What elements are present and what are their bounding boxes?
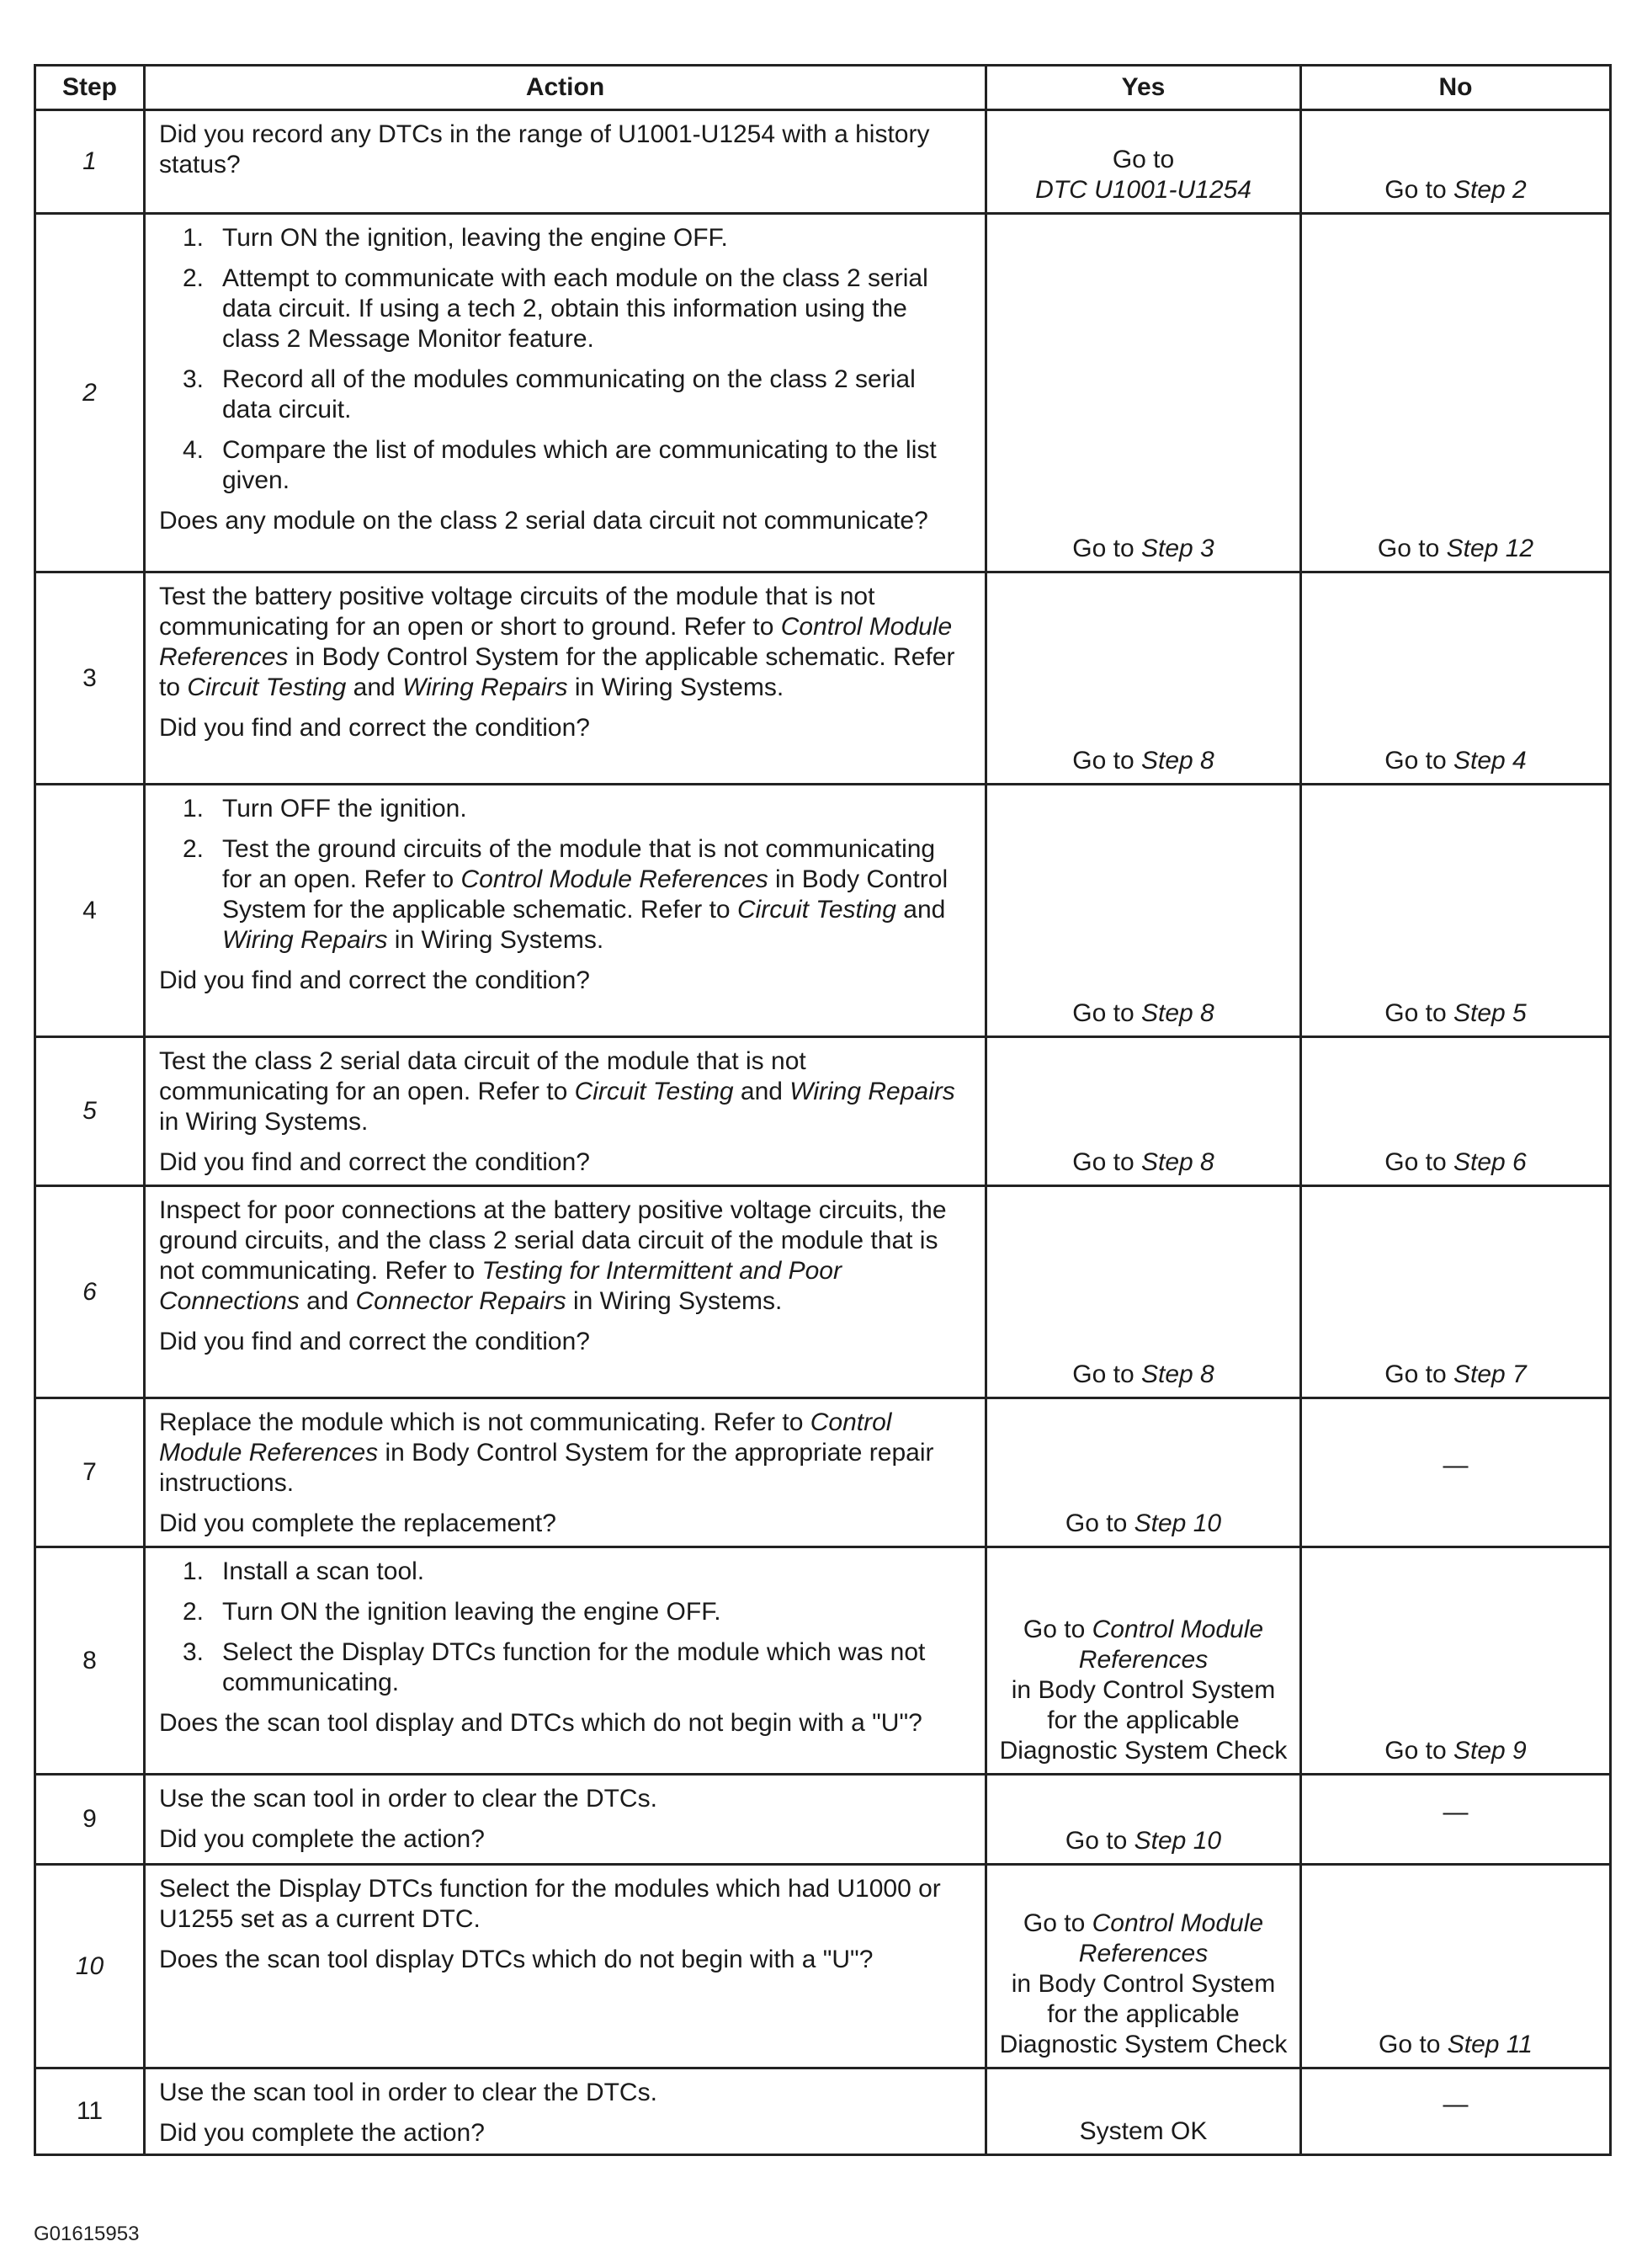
step-number: 1 [35,110,145,214]
table-row [35,2068,1611,2155]
yes-link[interactable]: Step 8 [1140,1360,1214,1388]
table-row [35,1037,1611,1186]
no-dash: — [1301,1398,1611,1547]
no-link[interactable]: Step 5 [1453,999,1527,1027]
procedure-item: 1. Install a scan tool. [183,1557,425,1585]
no-dash: — [1301,2068,1611,2155]
procedure-item: 2. Turn ON the ignition leaving the engine OFF. [183,1598,721,1626]
reference-link[interactable]: Circuit Testing [736,896,896,924]
reference-link[interactable]: Control Module References [460,865,768,893]
reference-link[interactable]: Control Module References [159,613,953,671]
no-cell: Go to Step 9 [1301,1547,1611,1775]
step-number: 2 [35,214,145,572]
table-row [35,1186,1611,1398]
no-dash: — [1301,1775,1611,1865]
table-row [35,110,1611,214]
header-action: Action [145,66,986,110]
diagnostic-table [34,64,1612,2156]
action-cell [145,1186,986,1398]
no-link[interactable]: Step 9 [1453,1737,1527,1765]
yes-cell: Go to Step 8 [986,572,1301,785]
action-text: Test the battery positive voltage circuits of the module that is not communicating for an open or short to ground. Refer to Control Module References in Body Control System for the applicable schematic. Refer to Circuit Testing and Wiring Repairs in Wiring Systems. [159,583,955,701]
header-no: No [1301,66,1611,110]
step-number: 4 [35,785,145,1037]
question-text: Does any module on the class 2 serial data circuit not communicate? [159,507,928,535]
no-link[interactable]: Step 4 [1453,747,1527,775]
no-text: Go to [1384,176,1453,204]
no-link[interactable]: Step 12 [1446,535,1534,562]
no-cell: Go to Step 12 [1301,214,1611,572]
table-row [35,214,1611,572]
step-number: 10 [35,1865,145,2068]
yes-text: in Body Control System for the applicable Diagnostic System Check [999,1676,1288,1765]
no-cell: Go to Step 11 [1301,1865,1611,2068]
step-number: 5 [35,1037,145,1186]
yes-cell [986,110,1301,214]
action-cell [145,1037,986,1186]
question-text: Did you find and correct the condition? [159,1328,590,1355]
reference-link[interactable]: Circuit Testing [187,673,347,701]
header-yes: Yes [986,66,1301,110]
table-row [35,1547,1611,1775]
reference-link[interactable]: Wiring Repairs [789,1078,955,1105]
reference-link[interactable]: Control Module References [159,1408,892,1467]
reference-link[interactable]: Circuit Testing [574,1078,734,1105]
procedure-list [159,223,971,496]
yes-cell: Go to Control Module References in Body Control System for the applicable Diagnostic System Check [986,1865,1301,2068]
question-text: Does the scan tool display DTCs which do not begin with a "U"? [159,1946,874,1973]
table-row [35,572,1611,785]
step-number: 7 [35,1398,145,1547]
action-text: Use the scan tool in order to clear the DTCs. [159,2079,657,2106]
action-cell [145,1775,986,1865]
table-row [35,785,1611,1037]
reference-link[interactable]: Testing for Intermittent and Poor Connections [159,1257,842,1315]
table-header-row [35,66,1611,110]
yes-link[interactable]: Step 3 [1140,535,1214,562]
header-step: Step [35,66,145,110]
action-text: Use the scan tool in order to clear the DTCs. [159,1785,657,1813]
action-cell [145,1865,986,2068]
yes-text: in Body Control System for the applicable Diagnostic System Check [999,1970,1288,2058]
action-cell [145,1547,986,1775]
question-text: Did you complete the replacement? [159,1509,556,1537]
table-row [35,1775,1611,1865]
reference-link[interactable]: Wiring Repairs [222,926,388,954]
yes-link[interactable]: Control Module References [1078,1909,1264,1967]
question-text: Did you find and correct the condition? [159,714,590,742]
step-number: 3 [35,572,145,785]
yes-cell: Go to Control Module References in Body Control System for the applicable Diagnostic System Check [986,1547,1301,1775]
action-text: Select the Display DTCs function for the modules which had U1000 or U1255 set as a current DTC. [159,1875,941,1933]
action-cell [145,214,986,572]
no-link[interactable]: Step 6 [1453,1148,1527,1176]
yes-cell: Go to Step 8 [986,1037,1301,1186]
action-cell [145,1398,986,1547]
yes-text: System OK [986,2068,1301,2155]
question-text: Does the scan tool display and DTCs which do not begin with a "U"? [159,1709,922,1737]
table-row [35,1865,1611,2068]
no-cell: Go to Step 5 [1301,785,1611,1037]
yes-link[interactable]: Control Module References [1078,1616,1264,1674]
yes-link[interactable]: DTC U1001-U1254 [1035,176,1251,204]
action-cell [145,785,986,1037]
figure-id: G01615953 [34,2223,140,2245]
yes-link[interactable]: Step 8 [1140,747,1214,775]
procedure-item: 1. Turn OFF the ignition. [183,795,467,823]
action-text: Test the class 2 serial data circuit of the module that is not communicating for an open. Refer to Circuit Testing and Wiring Repairs in Wiring Systems. [159,1047,955,1136]
procedure-item: 2. Attempt to communicate with each module on the class 2 serial data circuit. If using a tech 2, obtain this information using the class 2 Message Monitor feature. [183,264,928,353]
yes-cell: Go to Step 10 [986,1775,1301,1865]
yes-link[interactable]: Step 8 [1140,999,1214,1027]
step-number: 9 [35,1775,145,1865]
yes-cell: Go to Step 3 [986,214,1301,572]
procedure-item: 3. Record all of the modules communicating on the class 2 serial data circuit. [183,365,916,423]
procedure-item: 1. Turn ON the ignition, leaving the engine OFF. [183,224,728,252]
step-number: 11 [35,2068,145,2155]
question-text: Did you complete the action? [159,1825,485,1853]
yes-link[interactable]: Step 10 [1134,1509,1222,1537]
reference-link[interactable]: Connector Repairs [355,1287,566,1315]
action-text: Inspect for poor connections at the battery positive voltage circuits, the ground circuits, and the class 2 serial data circuit of the module that is not communicating. Refer to Testing for Intermittent and Poor Connections and Connector Repairs in Wiring Systems. [159,1196,947,1315]
no-link[interactable]: Step 11 [1447,2031,1533,2058]
procedure-list [159,794,971,956]
step-number: 8 [35,1547,145,1775]
no-cell: Go to Step 6 [1301,1037,1611,1186]
procedure-list [159,1557,971,1698]
no-link[interactable]: Step 2 [1453,176,1527,204]
yes-cell: Go to Step 8 [986,785,1301,1037]
procedure-item: 3. Select the Display DTCs function for the module which was not communicating. [183,1638,926,1696]
yes-cell: Go to Step 10 [986,1398,1301,1547]
question-text: Did you find and correct the condition? [159,966,590,994]
no-link[interactable]: Step 7 [1453,1360,1527,1388]
action-cell [145,2068,986,2155]
yes-text: Go to [1112,146,1175,173]
action-text: Did you record any DTCs in the range of U1001-U1254 with a history status? [159,120,930,178]
question-text: Did you find and correct the condition? [159,1148,590,1176]
question-text: Did you complete the action? [159,2119,485,2147]
no-cell: Go to Step 4 [1301,572,1611,785]
yes-cell: Go to Step 8 [986,1186,1301,1398]
yes-link[interactable]: Step 8 [1140,1148,1214,1176]
procedure-item: 2. Test the ground circuits of the module that is not communicating for an open. Refer to Control Module References in Body Control System for the applicable schematic. Refer to Circuit Testing and Wiring Repairs in Wiring Systems. [183,835,949,954]
action-cell [145,572,986,785]
yes-link[interactable]: Step 10 [1134,1827,1222,1855]
reference-link[interactable]: Wiring Repairs [402,673,568,701]
step-number: 6 [35,1186,145,1398]
action-cell [145,110,986,214]
no-cell [1301,110,1611,214]
table-row [35,1398,1611,1547]
no-cell: Go to Step 7 [1301,1186,1611,1398]
procedure-item: 4. Compare the list of modules which are communicating to the list given. [183,436,937,494]
action-text: Replace the module which is not communicating. Refer to Control Module References in Body Control System for the appropriate repair instructions. [159,1408,934,1497]
